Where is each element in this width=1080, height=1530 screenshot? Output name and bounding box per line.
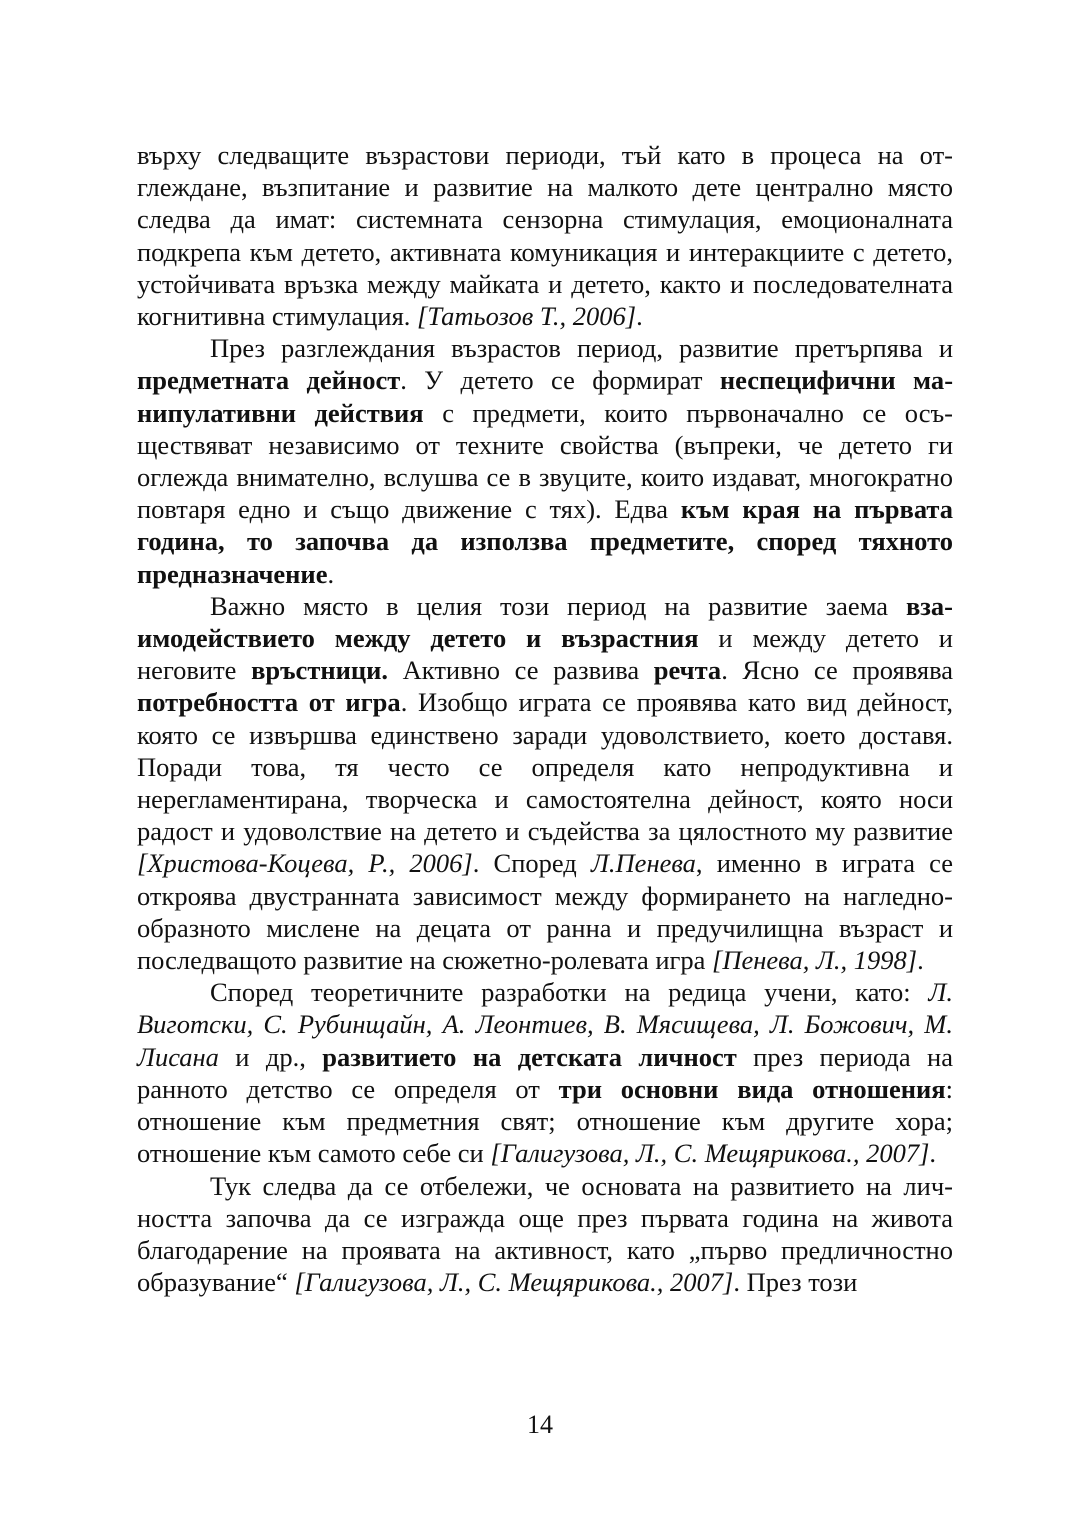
paragraph-4-seg-7: : отношение към предметния свят; отношение към другите хора; отношение към самото себе си (137, 1073, 953, 1169)
paragraph-1 (137, 139, 953, 332)
paragraph-3-citation-1: [Христова-Коцева, Р., 2006] (137, 848, 473, 879)
paragraph-3-seg-9: . Изобщо играта се проявява като вид дейност, която се извършва единствено заради удоволствието, което доставя. Поради това, тя често се определя като непродуктивна и нерегламентирана, творческа и самостоятелна дейност, която носи радост и удоволствие на детето и съдейства за цялостното му развитие (137, 687, 954, 847)
paragraph-3-bold-4: потребността от игра (137, 687, 401, 718)
paragraph-5-seg-3: . През този (733, 1267, 858, 1298)
paragraph-3-seg-7: . Ясно се проявява (721, 655, 953, 686)
paragraph-1-seg-3: . (636, 301, 643, 332)
paragraph-3-seg-15: . (917, 945, 924, 976)
paragraph-5-citation: [Галигузова, Л., С. Мещярикова., 2007] (294, 1267, 734, 1298)
paragraph-4-seg-5: през периода на ранното детство се определя от (137, 1041, 953, 1104)
paragraph-2-seg-1: През разглеждания възрастов период, развитие претърпява и (210, 333, 953, 364)
paragraph-4-authors: Л. Виготски, С. Рубинщайн, А. Леонтиев, В. Мясищева, Л. Божович, М. Лисана (137, 977, 953, 1072)
paragraph-3-bold-2: връстници. (251, 655, 389, 686)
paragraph-3-seg-13: , именно в играта се откроява двустранната зависимост между формирането на нагледно-образното мислене на децата от ранна и предучилищна възраст и последващото развитие на сюжетно-ролевата игра (137, 848, 953, 976)
paragraph-2 (137, 332, 953, 590)
paragraph-3-seg-11: . Според (472, 848, 591, 879)
paragraph-2-bold-2: неспецифични манипулативни действия (137, 365, 954, 428)
paragraph-5-seg-1: Тук следва да се отбележи, че основата на развитието на личността започва да се изгражда още през първата година на живота благодарение на проявата на активност, като „първо предличностно образувание“ (137, 1170, 953, 1298)
paragraph-4-citation: [Галигузова, Л., С. Мещярикова., 2007] (490, 1138, 930, 1169)
paragraph-3-seg-5: Активно се развива (388, 655, 654, 686)
paragraph-4-seg-1: Според теоретичните разработки на редица учени, като: (210, 977, 929, 1008)
paragraph-3-citation-2: [Пенева, Л., 1998] (712, 945, 918, 976)
paragraph-4-seg-9: . (929, 1138, 937, 1169)
paragraph-3-seg-3: и между детето и неговите (137, 623, 953, 686)
paragraph-3-author: Л.Пенева (590, 848, 696, 879)
paragraph-3-bold-1: взаимодействието между детето и възрастния (137, 590, 953, 654)
paragraph-2-seg-3: . У детето се формират (400, 365, 720, 396)
paragraph-4 (137, 976, 953, 1169)
paragraph-4-bold-1: развитието на детската личност (322, 1041, 737, 1072)
paragraph-2-bold-1: предметната дейност (137, 365, 401, 396)
paragraph-1-seg-1: върху следващите възрастови периоди, тъй като в процеса на отглеждане, възпитание и развитие на малкото дете централно място следва да имат: системната сензорна стимулация, емоционалната подкрепа към детето, активната комуникация и интеракциите с детето, устойчивата връзка между майката и детето, както и последователната когнитивна стимулация. (137, 140, 953, 332)
paragraph-3 (137, 590, 953, 976)
paragraph-4-bold-2: три основни вида отношения (558, 1073, 946, 1104)
paragraph-3-seg-1: Важно място в целия този период на развитие заема (210, 590, 906, 621)
paragraph-2-seg-7: . (327, 558, 335, 589)
page-body (137, 139, 953, 1298)
page-number: 14 (527, 1410, 553, 1439)
paragraph-4-seg-3: и др., (218, 1041, 323, 1072)
paragraph-2-seg-5: с предмети, които първоначално се осъществяват независимо от техните свойства (въпреки, че детето ги оглежда внимателно, вслушва се в звуците, които издават, многократно повтаря едно и също движение с тях). Едва (137, 397, 953, 525)
paragraph-3-bold-3: речта (653, 655, 722, 686)
paragraph-2-bold-3: към края на първата година, то започва да използва предметите, според тяхното предназначение (137, 494, 953, 589)
paragraph-5 (137, 1170, 953, 1299)
paragraph-1-citation: [Татьозов Т., 2006] (417, 301, 637, 332)
